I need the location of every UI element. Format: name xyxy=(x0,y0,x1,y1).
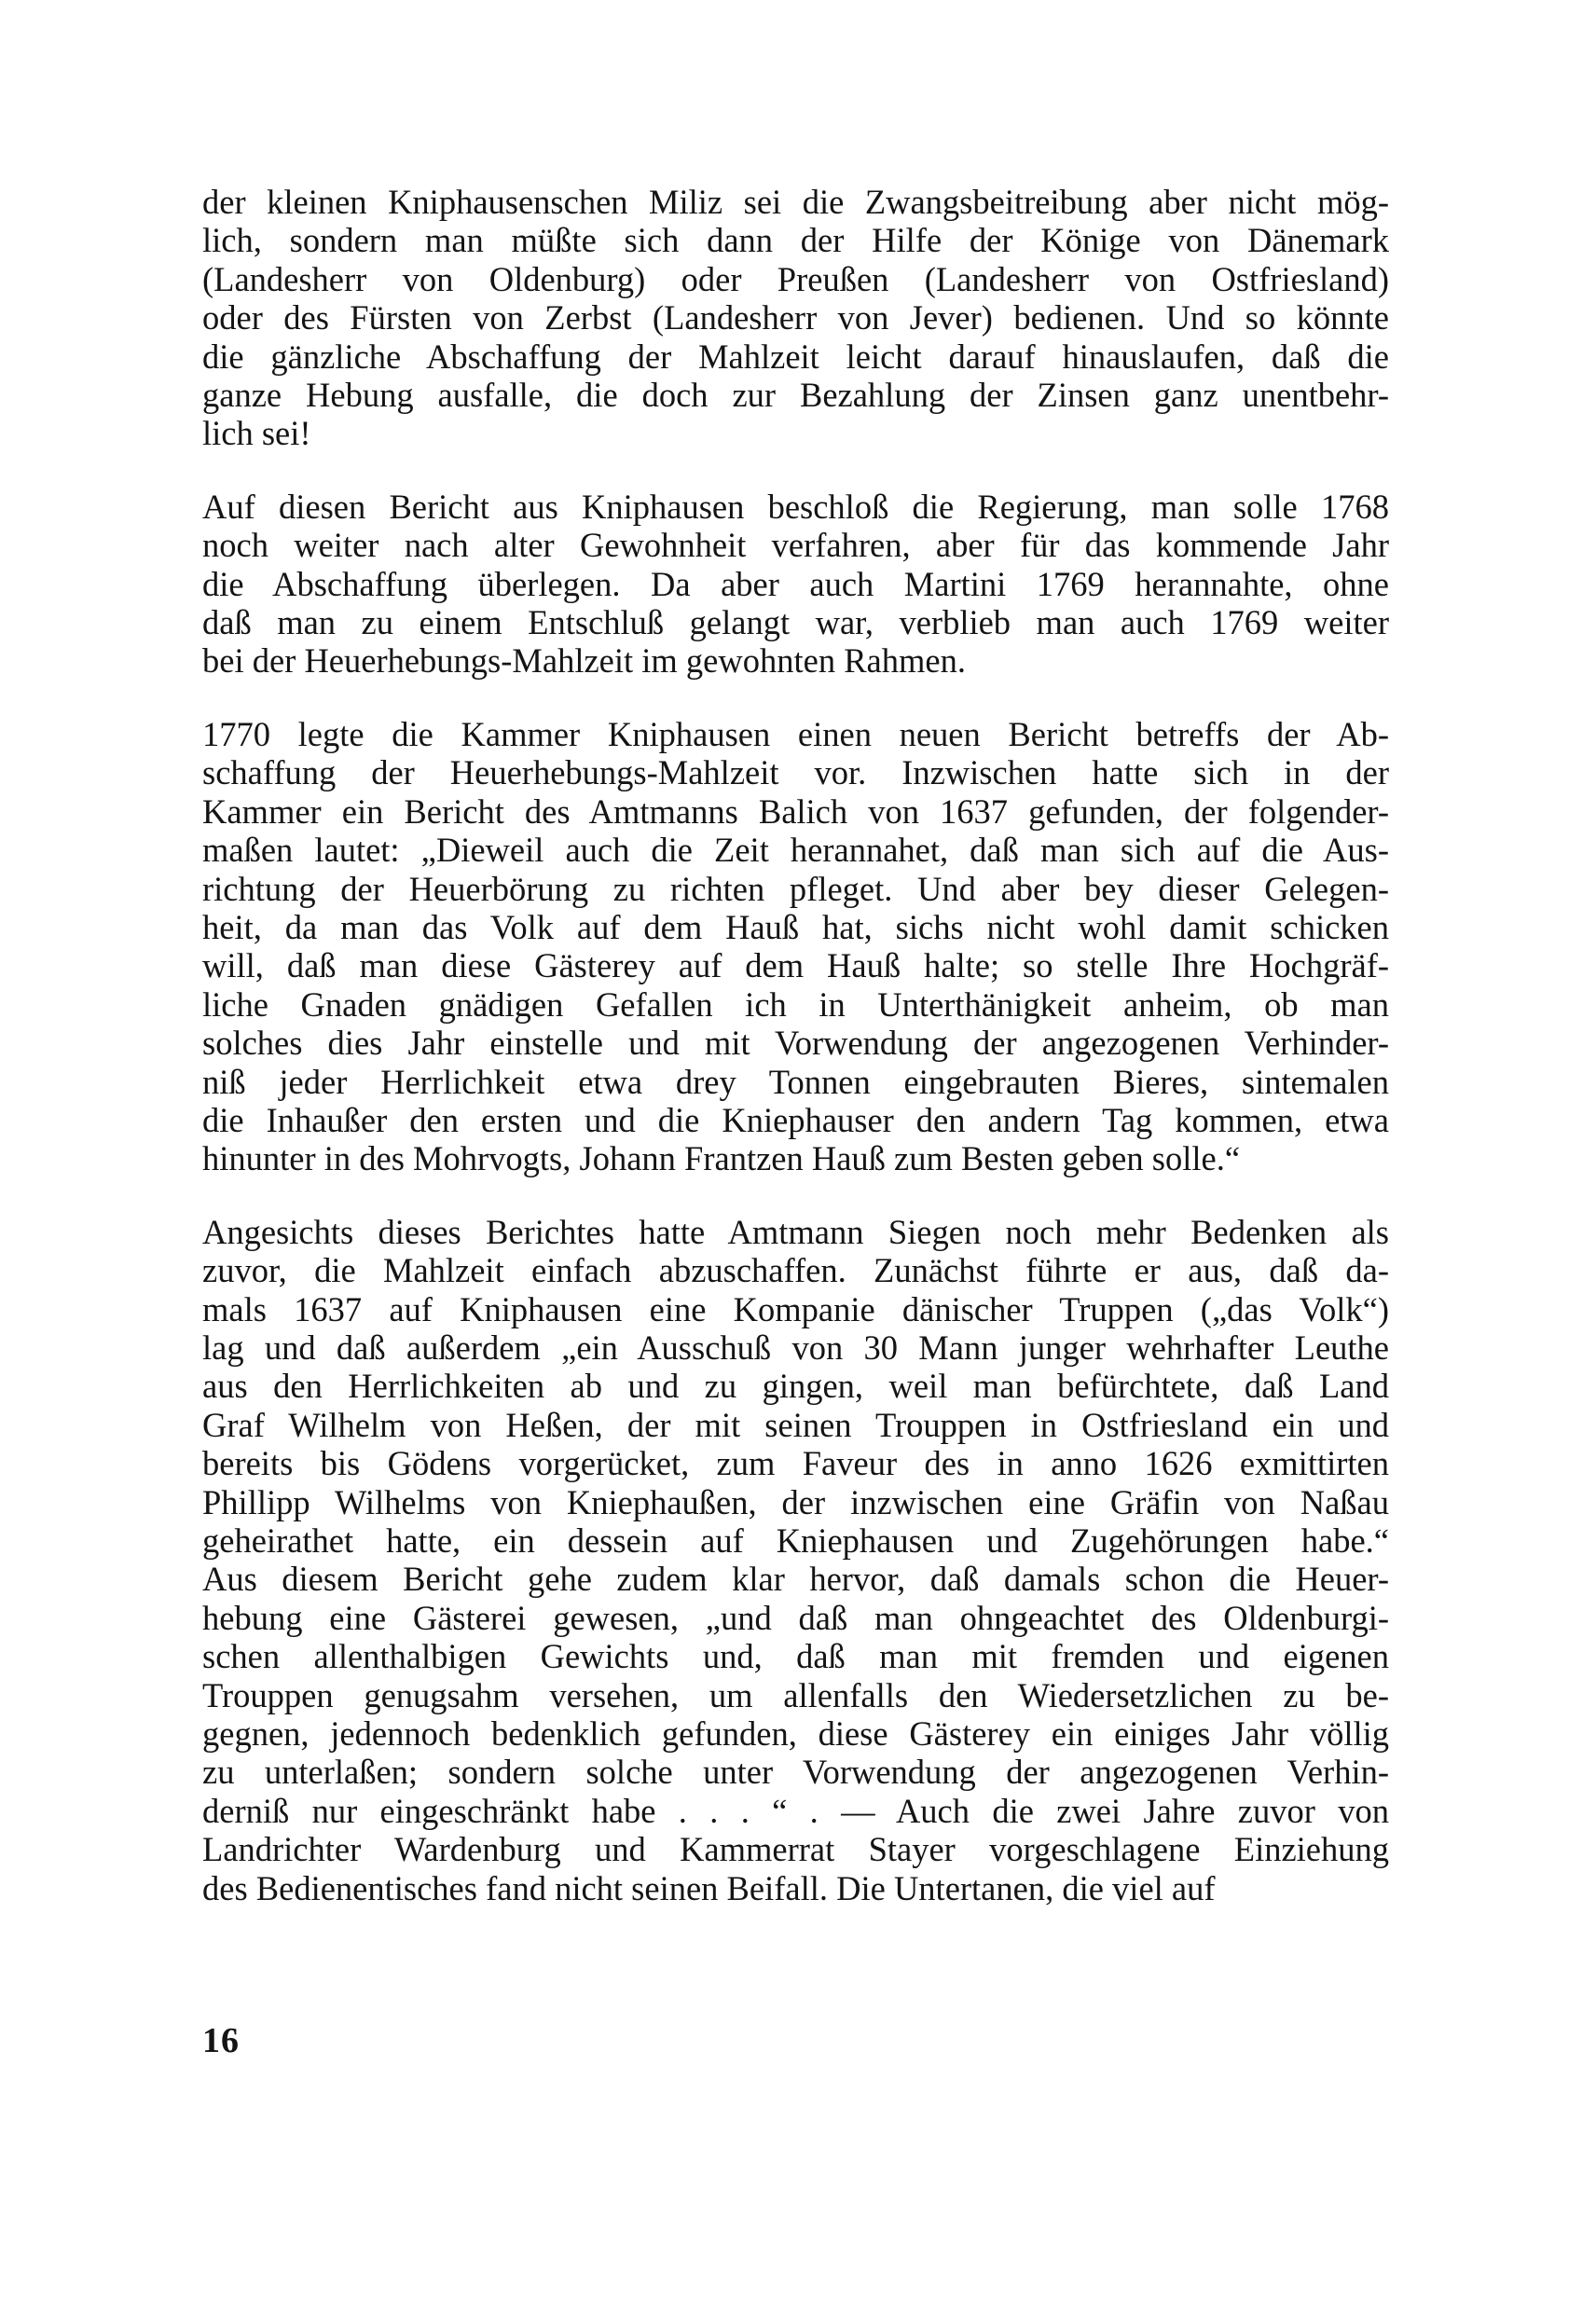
text-line: 1770 legte die Kammer Kniphausen einen neuen Bericht betreffs der Ab- xyxy=(202,714,1389,753)
text-line: Angesichts dieses Berichtes hatte Amtmann Siegen noch mehr Bedenken als xyxy=(202,1212,1389,1251)
text-line: maßen lautet: „Dieweil auch die Zeit herannahet, daß man sich auf die Aus- xyxy=(202,831,1389,870)
text-line: Kammer ein Bericht des Amtmanns Balich von 1637 gefunden, der folgender- xyxy=(202,791,1389,831)
text-line: schen allenthalbigen Gewichts und, daß man mit fremden und eigenen xyxy=(202,1637,1389,1676)
text-line: Aus diesem Bericht gehe zudem klar hervor, daß damals schon die Heuer- xyxy=(202,1560,1389,1599)
text-line: will, daß man diese Gästerey auf dem Hauß halte; so stelle Ihre Hochgräf- xyxy=(202,946,1389,985)
text-line: derniß nur eingeschränkt habe . . . “ . — Auch die zwei Jahre zuvor von xyxy=(202,1791,1389,1830)
text-line: mals 1637 auf Kniphausen eine Kompanie dänischer Truppen („das Volk“) xyxy=(202,1289,1389,1328)
text-line: heit, da man das Volk auf dem Hauß hat, sichs nicht wohl damit schicken xyxy=(202,907,1389,946)
text-line: Graf Wilhelm von Heßen, der mit seinen Trouppen in Ostfriesland ein und xyxy=(202,1405,1389,1444)
text-line: des Bedienentisches fand nicht seinen Beifall. Die Untertanen, die viel auf xyxy=(202,1868,1216,1907)
text-line: solches dies Jahr einstelle und mit Vorwendung der angezogenen Verhinder- xyxy=(202,1024,1389,1063)
text-line: der kleinen Kniphausenschen Miliz sei die Zwangsbeitreibung aber nicht mög- xyxy=(202,183,1389,221)
text-line: bereits bis Gödens vorgerücket, zum Faveur des in anno 1626 exmittirten xyxy=(202,1444,1389,1483)
text-line: geheirathet hatte, ein dessein auf Kniephausen und Zugehörungen habe.“ xyxy=(202,1521,1389,1560)
page-body xyxy=(202,183,1389,1907)
text-line: die Abschaffung überlegen. Da aber auch Martini 1769 herannahte, ohne xyxy=(202,564,1389,603)
text-line: die Inhaußer den ersten und die Kniephauser den andern Tag kommen, etwa xyxy=(202,1100,1389,1139)
text-line: daß man zu einem Entschluß gelangt war, verblieb man auch 1769 weiter xyxy=(202,603,1389,642)
text-line: niß jeder Herrlichkeit etwa drey Tonnen eingebrauten Bieres, sintemalen xyxy=(202,1062,1389,1101)
text-line: liche Gnaden gnädigen Gefallen ich in Unterthänigkeit anheim, ob man xyxy=(202,984,1389,1024)
text-line: Trouppen genugsahm versehen, um allenfalls den Wiedersetzlichen zu be- xyxy=(202,1675,1389,1714)
text-line: zu unterlaßen; sondern solche unter Vorwendung der angezogenen Verhin- xyxy=(202,1753,1389,1792)
text-line: richtung der Heuerbörung zu richten pfleget. Und aber bey dieser Gelegen- xyxy=(202,869,1389,908)
text-line: bei der Heuerhebungs-Mahlzeit im gewohnten Rahmen. xyxy=(202,641,966,681)
text-line: schaffung der Heuerhebungs-Mahlzeit vor. Inzwischen hatte sich in der xyxy=(202,753,1389,792)
text-line: oder des Fürsten von Zerbst (Landesherr von Jever) bedienen. Und so könnte xyxy=(202,298,1389,337)
page-number: 16 xyxy=(202,2021,240,2060)
text-line: die gänzliche Abschaffung der Mahlzeit leicht darauf hinauslaufen, daß die xyxy=(202,337,1389,376)
text-line: gegnen, jedennoch bedenklich gefunden, diese Gästerey ein einiges Jahr völlig xyxy=(202,1714,1389,1754)
text-line: lich, sondern man müßte sich dann der Hilfe der Könige von Dänemark xyxy=(202,221,1389,260)
text-line: Auf diesen Bericht aus Kniphausen beschloß die Regierung, man solle 1768 xyxy=(202,487,1389,526)
text-line: hinunter in des Mohrvogts, Johann Frantzen Hauß zum Besten geben solle.“ xyxy=(202,1139,1241,1178)
text-line: Landrichter Wardenburg und Kammerrat Stayer vorgeschlagene Einziehung xyxy=(202,1830,1389,1869)
text-line: lag und daß außerdem „ein Ausschuß von 30 Mann junger wehrhafter Leuthe xyxy=(202,1328,1389,1367)
text-line: lich sei! xyxy=(202,414,311,453)
paragraph xyxy=(202,183,1389,453)
text-line: hebung eine Gästerei gewesen, „und daß man ohngeachtet des Oldenburgi- xyxy=(202,1598,1389,1637)
text-line: zuvor, die Mahlzeit einfach abzuschaffen. Zunächst führte er aus, daß da- xyxy=(202,1251,1389,1290)
text-line: ganze Hebung ausfalle, die doch zur Bezahlung der Zinsen ganz unentbehr- xyxy=(202,376,1389,415)
paragraph xyxy=(202,488,1389,681)
body-text xyxy=(202,183,1389,1907)
text-line: noch weiter nach alter Gewohnheit verfahren, aber für das kommende Jahr xyxy=(202,526,1389,565)
text-line: Phillipp Wilhelms von Kniephaußen, der inzwischen eine Gräfin von Naßau xyxy=(202,1482,1389,1521)
paragraph xyxy=(202,1213,1389,1907)
paragraph xyxy=(202,715,1389,1178)
text-line: aus den Herrlichkeiten ab und zu gingen, weil man befürchtete, daß Land xyxy=(202,1367,1389,1406)
text-line: (Landesherr von Oldenburg) oder Preußen (Landesherr von Ostfriesland) xyxy=(202,259,1389,298)
